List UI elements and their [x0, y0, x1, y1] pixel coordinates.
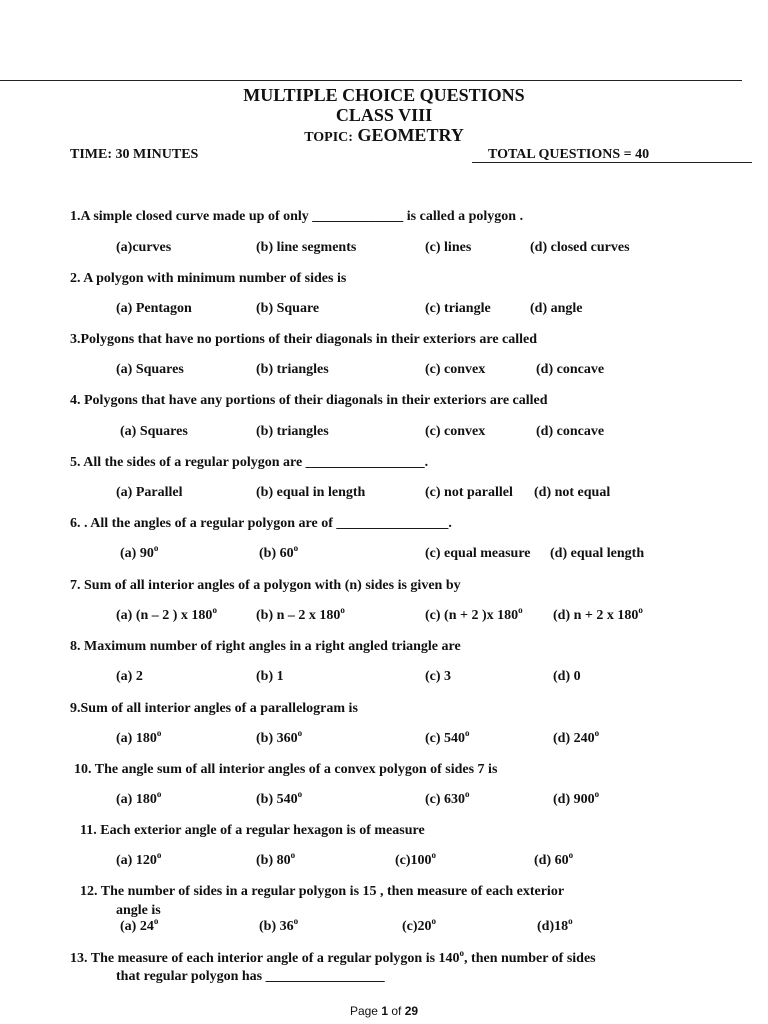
option-9b: (b) 360$^o$ [256, 728, 303, 746]
option-6b: (b) 60$^o$ [259, 543, 299, 561]
question-3: 3.Polygons that have no portions of their diagonals in their exteriors are called [70, 332, 538, 347]
option-12c: (c)20$^o$ [402, 916, 437, 934]
option-5a: (a) Parallel [116, 485, 183, 500]
question-11: 11. Each exterior angle of a regular hexagon is of measure [80, 823, 425, 838]
option-9c: (c) 540$^o$ [425, 728, 470, 746]
option-10b: (b) 540$^o$ [256, 789, 303, 807]
option-11d: (d) 60$^o$ [534, 850, 574, 868]
option-7c: (c) (n + 2 )x 180$^o$ [425, 605, 523, 623]
topic-value: GEOMETRY [357, 125, 464, 145]
option-2c: (c) triangle [425, 301, 491, 316]
option-3d: (d) concave [536, 362, 605, 377]
option-8d: (d) 0 [553, 669, 581, 684]
question-9: 9.Sum of all interior angles of a parallelogram is [70, 701, 358, 716]
question-10: 10. The angle sum of all interior angles of a convex polygon of sides 7 is [74, 762, 498, 777]
time-limit: TIME: 30 MINUTES [70, 147, 199, 162]
option-3c: (c) convex [425, 362, 486, 377]
question-4: 4. Polygons that have any portions of their diagonals in their exteriors are called [70, 393, 548, 408]
topic-heading [0, 125, 768, 148]
option-3a: (a) Squares [116, 362, 184, 377]
option-11b: (b) 80$^o$ [256, 850, 296, 868]
option-2d: (d) angle [530, 301, 583, 316]
question-8: 8. Maximum number of right angles in a right angled triangle are [70, 639, 461, 654]
total-questions: TOTAL QUESTIONS = 40 [488, 147, 650, 162]
meta-rule [472, 162, 752, 163]
option-5c: (c) not parallel [425, 485, 513, 500]
option-7d: (d) n + 2 x 180$^o$ [553, 605, 643, 623]
option-4a: (a) Squares [120, 424, 188, 439]
option-1d: (d) closed curves [530, 240, 630, 255]
question-6: 6. . All the angles of a regular polygon are of ________________. [70, 516, 452, 531]
option-1c: (c) lines [425, 240, 472, 255]
question-13-line2: that regular polygon has _________________ [116, 969, 385, 984]
title-block [0, 85, 768, 148]
option-5d: (d) not equal [534, 485, 611, 500]
option-7b: (b) n – 2 x 180$^o$ [256, 605, 345, 623]
option-11c: (c)100$^o$ [395, 850, 437, 868]
question-5: 5. All the sides of a regular polygon are _________________. [70, 455, 429, 470]
topic-label: TOPIC: [304, 130, 353, 145]
option-6c: (c) equal measure [425, 546, 531, 561]
option-8a: (a) 2 [116, 669, 143, 684]
page-footer: Page 1 of 29 [349, 1004, 419, 1018]
current-page: 1 [381, 1004, 388, 1018]
option-10d: (d) 900$^o$ [553, 789, 600, 807]
total-pages: 29 [404, 1004, 419, 1018]
option-6a: (a) 90$^o$ [120, 543, 159, 561]
question-1: 1.A simple closed curve made up of only _____________ is called a polygon . [70, 209, 524, 224]
option-10c: (c) 630$^o$ [425, 789, 470, 807]
option-10a: (a) 180$^o$ [116, 789, 162, 807]
question-2: 2. A polygon with minimum number of sides is [70, 271, 347, 286]
question-7: 7. Sum of all interior angles of a polygon with (n) sides is given by [70, 578, 461, 593]
option-7a: (a) (n – 2 ) x 180$^o$ [116, 605, 217, 623]
question-12: 12. The number of sides in a regular polygon is 15 , then measure of each exterior [80, 884, 565, 899]
option-5b: (b) equal in length [256, 485, 366, 500]
option-9a: (a) 180$^o$ [116, 728, 162, 746]
option-12a: (a) 24$^o$ [120, 916, 159, 934]
top-rule [0, 80, 742, 81]
option-8c: (c) 3 [425, 669, 452, 684]
option-4d: (d) concave [536, 424, 605, 439]
option-11a: (a) 120$^o$ [116, 850, 162, 868]
option-1b: (b) line segments [256, 240, 357, 255]
option-3b: (b) triangles [256, 362, 329, 377]
option-8b: (b) 1 [256, 669, 284, 684]
option-4c: (c) convex [425, 424, 486, 439]
option-2b: (b) Square [256, 301, 320, 316]
option-6d: (d) equal length [550, 546, 645, 561]
option-12d: (d)18$^o$ [537, 916, 573, 934]
question-12-line2: angle is [116, 903, 161, 918]
option-4b: (b) triangles [256, 424, 329, 439]
document-title: MULTIPLE CHOICE QUESTIONS [243, 85, 525, 105]
option-12b: (b) 36$^o$ [259, 916, 299, 934]
class-heading: CLASS VIII [335, 105, 433, 125]
option-2a: (a) Pentagon [116, 301, 192, 316]
option-1a: (a)curves [116, 240, 172, 255]
question-13: 13. The measure of each interior angle of a regular polygon is 140$^o$, then number of sides [70, 948, 596, 966]
option-9d: (d) 240$^o$ [553, 728, 600, 746]
